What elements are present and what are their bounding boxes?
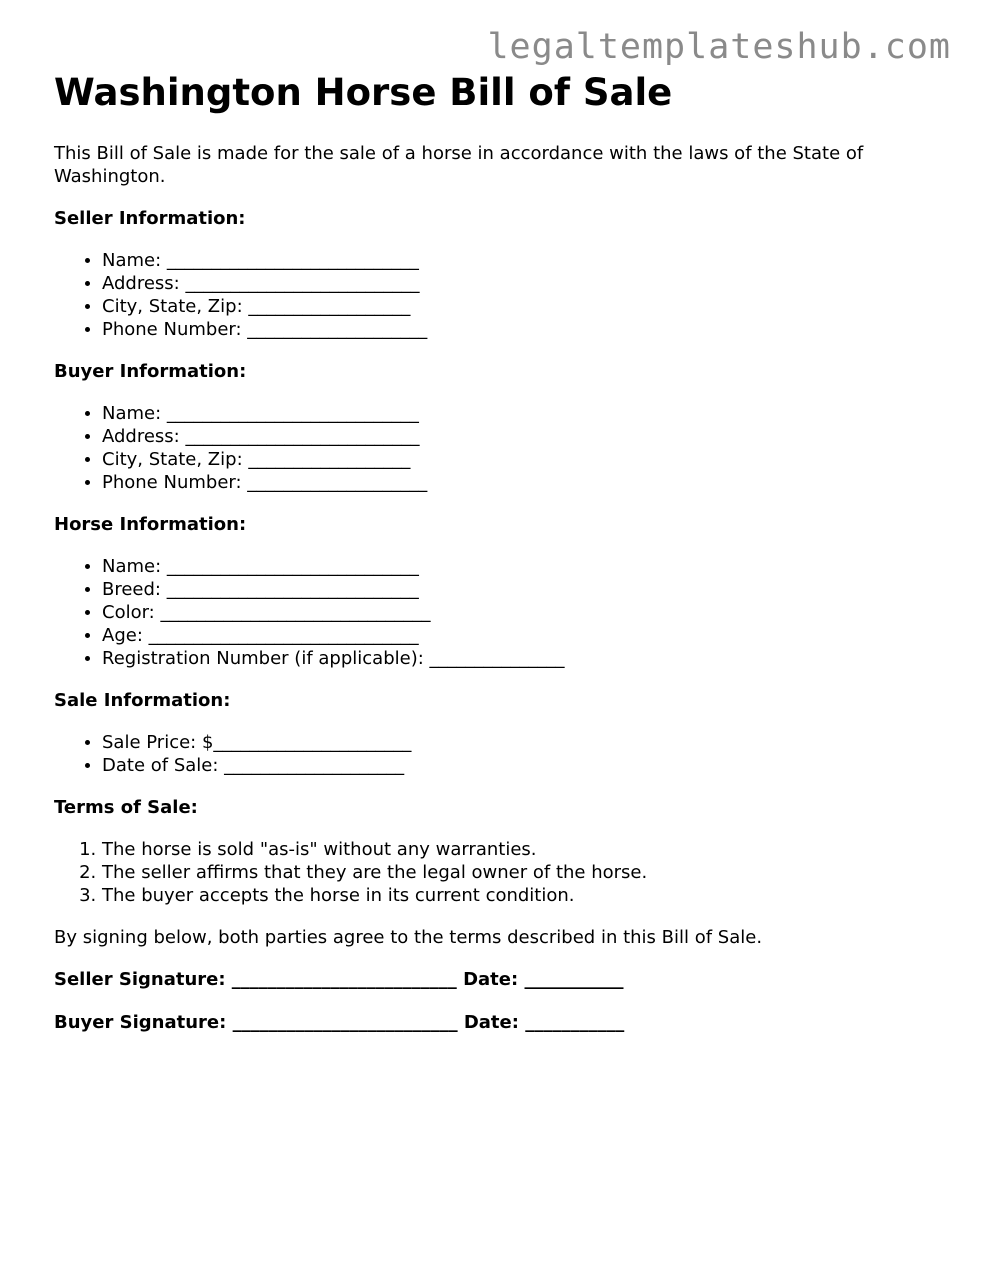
- document-title: Washington Horse Bill of Sale: [54, 71, 673, 114]
- seller-address-field: • Address: __________________________: [102, 272, 934, 295]
- horse-age-field: • Age: ______________________________: [102, 624, 934, 647]
- sale-field-list: [54, 731, 934, 777]
- sale-section-heading: Sale Information:: [54, 690, 231, 711]
- seller-section-heading: Seller Information:: [54, 208, 246, 229]
- buyer-city-state-zip-field: • City, State, Zip: __________________: [102, 448, 934, 471]
- horse-color-field: • Color: ______________________________: [102, 601, 934, 624]
- watermark: legaltemplateshub.com: [487, 27, 951, 67]
- buyer-signature-line: Buyer Signature: _________________________ Date: ___________: [54, 1012, 625, 1033]
- seller-name-field: • Name: ____________________________: [102, 249, 934, 272]
- term-item: 3. The buyer accepts the horse in its current condition.: [102, 884, 934, 907]
- buyer-name-field: • Name: ____________________________: [102, 402, 934, 425]
- terms-section-heading: Terms of Sale:: [54, 797, 198, 818]
- horse-registration-field: • Registration Number (if applicable): _______________: [102, 647, 934, 670]
- terms-list: [54, 838, 934, 907]
- sale-price-field: • Sale Price: $______________________: [102, 731, 934, 754]
- seller-phone-field: • Phone Number: ____________________: [102, 318, 934, 341]
- seller-field-list: [54, 249, 934, 341]
- term-item: 2. The seller affirms that they are the legal owner of the horse.: [102, 861, 934, 884]
- term-item: 1. The horse is sold "as-is" without any warranties.: [102, 838, 934, 861]
- document-page: [54, 70, 934, 1034]
- sale-date-field: • Date of Sale: ____________________: [102, 754, 934, 777]
- seller-signature-line: Seller Signature: _________________________ Date: ___________: [54, 969, 624, 990]
- closing-paragraph: By signing below, both parties agree to the terms described in this Bill of Sale.: [54, 927, 763, 948]
- buyer-section-heading: Buyer Information:: [54, 361, 247, 382]
- intro-paragraph: This Bill of Sale is made for the sale of a horse in accordance with the laws of the State of Washington.: [54, 143, 864, 187]
- horse-name-field: • Name: ____________________________: [102, 555, 934, 578]
- horse-field-list: [54, 555, 934, 670]
- buyer-phone-field: • Phone Number: ____________________: [102, 471, 934, 494]
- horse-breed-field: • Breed: ____________________________: [102, 578, 934, 601]
- seller-city-state-zip-field: • City, State, Zip: __________________: [102, 295, 934, 318]
- buyer-address-field: • Address: __________________________: [102, 425, 934, 448]
- buyer-field-list: [54, 402, 934, 494]
- horse-section-heading: Horse Information:: [54, 514, 247, 535]
